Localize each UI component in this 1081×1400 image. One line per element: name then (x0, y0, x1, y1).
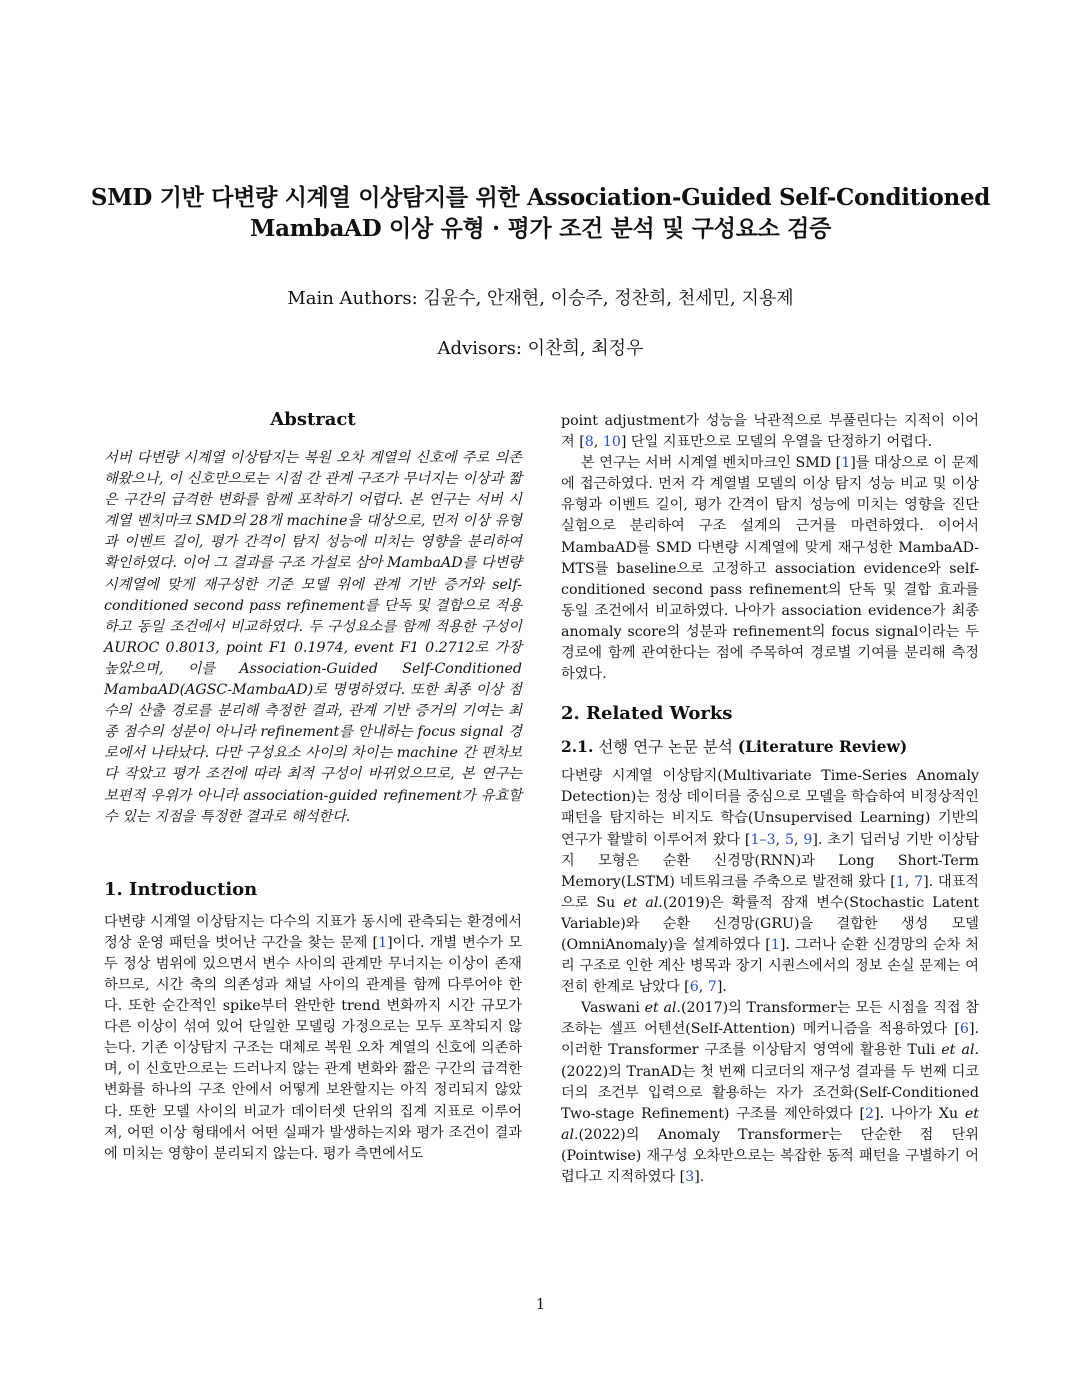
page-number: 1 (535, 1295, 546, 1313)
citation-link[interactable]: 7 (914, 873, 924, 890)
body-text: ]. 대표적으로 Su (561, 873, 979, 911)
advisors: Advisors: 이찬희, 최정우 (437, 338, 644, 359)
citation-link[interactable]: 1 (895, 873, 905, 890)
citation-link[interactable]: 3 (685, 1169, 695, 1185)
introduction-paragraph (104, 912, 522, 1165)
citation-link[interactable]: 2 (865, 1105, 875, 1122)
right-column (561, 411, 979, 1188)
body-text: 본 연구는 서버 시계열 벤치마크인 SMD [ (581, 455, 842, 472)
continued-paragraph: point adjustment가 성능을 낙관적으로 부풀린다는 지적이 이어져 [8, 10] 단일 지표만으로 모델의 우열을 단정하기 어렵다. (561, 413, 979, 451)
body-text: (2017)의 Transformer는 모든 시점을 직접 참조하는 셀프 어텐션(Self-Attention) 메커니즘을 적용하였다 [ (561, 1000, 979, 1038)
citation-link[interactable]: 1 (841, 455, 851, 472)
citation-link[interactable]: 5 (784, 831, 795, 848)
body-text: Vaswani (581, 1000, 645, 1017)
body-text: (2019)은 확률적 잠재 변수(Stochastic Latent Variable)와 순환 신경망(GRU)을 결합한 생성 모델(OmniAnomaly)을 설계하였다 [ (561, 894, 979, 953)
introduction-heading: 1. Introduction (104, 878, 258, 900)
body-text: (2022)의 TranAD는 첫 번째 디코더의 재구성 결과를 두 번째 디코더의 조건부 입력으로 활용하는 자가 조건화(Self-Conditioned Two-stage Refinement) 구조를 제안하였다 [ (561, 1063, 979, 1122)
abstract-text: 서버 다변량 시계열 이상탐지는 복원 오차 계열의 신호에 주로 의존해왔으나, 이 신호만으로는 시점 간 관계 구조가 무너지는 이상과 짧은 구간의 급격한 변화를 함께 포착하기 어렵다. 본 연구는 서버 시계열 벤치마크 SMD의 28개 machine을 대상으로, 먼저 이상 유형과 이벤트 길이, 평가 간격이 탐지 성능에 미치는 영향을 분리하여 확인하였다. 이어 그 결과를 구조 가설로 삼아 MambaAD를 다변량 시계열에 맞게 재구성한 기준 모델 위에 관계 기반 증거와 self-conditioned second pass refinement를 단독 및 결합으로 적용하고 동일 조건에서 비교하였다. 두 구성요소를 함께 적용한 구성이 AUROC 0.8013, point F1 0.1974, event F1 0.2712로 가장 높았으며, 이를 Association-Guided Self-Conditioned MambaAD(AGSC-MambaAD)로 명명하였다. 또한 최종 이상 점수의 산출 경로를 분리해 측정한 결과, 관계 기반 증거의 기여는 최종 점수의 성분이 아니라 refinement를 안내하는 focus signal 경로에서 나타났다. 다만 구성요소 사이의 차이는 machine 간 편차보다 작았고 평가 조건에 따라 최적 구성이 바뀌었으므로, 본 연구는 보편적 우위가 아니라 association-guided refinement가 유효할 수 있는 지점을 특정한 결과로 해석한다. (104, 450, 522, 825)
body-text: ] 단일 지표만으로 모델의 우열을 단정하기 어렵다. (620, 434, 933, 451)
citation-link[interactable]: 9 (803, 831, 813, 848)
literature-review-subheading (561, 736, 979, 758)
body-text: ]를 대상으로 이 문제에 접근하였다. 먼저 각 계열별 모델의 이상 탐지 성능 비교 및 이상 유형과 이벤트 길이, 평가 간격이 탐지 성능에 미치는 영향을 진단 실험으로 분리하여 구조 설계의 근거를 마련하였다. 이어서 MambaAD를 SMD 다변량 시계열에 맞게 재구성한 MambaAD-MTS를 baseline으로 고정하고 association evidence와 self-conditioned second pass refinement의 단독 및 결합 효과를 동일 조건에서 비교하였다. 나아가 association evidence가 최종 anomaly score의 성분과 refinement의 focus signal이라는 두 경로에 함께 관여한다는 점에 주목하여 경로별 기여를 분리해 측정하였다. (561, 455, 979, 683)
left-column (104, 408, 522, 1165)
citation-link[interactable]: 7 (707, 979, 717, 996)
body-text: ]. (716, 979, 727, 996)
main-authors: Main Authors: 김윤수, 안재현, 이승주, 정찬희, 천세민, 지용제 (287, 288, 794, 309)
body-text: ]. (694, 1169, 705, 1185)
paper-title (60, 182, 1021, 244)
et-al: et al. (644, 1000, 681, 1017)
subsection-number: 2.1. (561, 737, 594, 757)
citation-link[interactable]: 6 (959, 1021, 969, 1038)
et-al: et al. (561, 1105, 979, 1143)
abstract-heading: Abstract (270, 409, 356, 430)
body-text: point adjustment가 성능을 낙관적으로 부풀린다는 지적이 이어져 [ (561, 413, 979, 451)
body-text: ]. 그러나 순환 신경망의 순차 처리 구조로 인한 계산 병목과 장기 시퀀스에서의 정보 손실 문제는 여전히 한계로 남았다 [ (561, 936, 979, 996)
citation-link[interactable]: 8 (584, 434, 594, 451)
body-text: 다변량 시계열 이상탐지(Multivariate Time-Series Anomaly Detection)는 정상 데이터를 중심으로 모델을 학습하여 비정상적인 패턴을 탐지하는 비지도 학습(Unsupervised Learning) 기반의 연구가 활발히 이루어져 왔다 [ (561, 768, 979, 848)
literature-paragraph-1: 다변량 시계열 이상탐지(Multivariate Time-Series Anomaly Detection)는 정상 데이터를 중심으로 모델을 학습하여 비정상적인 패턴을 탐지하는 비지도 학습(Unsupervised Learning) 기반의 연구가 활발히 이루어져 왔다 [1–3, 5, 9]. 초기 딥러닝 기반 이상탐지 모형은 순환 신경망(RNN)과 Long Short-Term Memory(LSTM) 네트워크를 주축으로 발전해 왔다 [1, 7]. 대표적으로 Su et al.(2019)은 확률적 잠재 변수(Stochastic Latent Variable)와 순환 신경망(GRU)을 결합한 생성 모델(OmniAnomaly)을 설계하였다 [1]. 그러나 순환 신경망의 순차 처리 구조로 인한 계산 병목과 장기 시퀀스에서의 정보 손실 문제는 여전히 한계로 남았다 [6, 7]. (561, 768, 979, 996)
citation-link[interactable]: 1–3 (750, 831, 776, 848)
subsection-title-ko: 선행 연구 논문 분석 (598, 738, 733, 757)
related-works-heading: 2. Related Works (561, 703, 733, 725)
body-text: ]. 이러한 Transformer 구조를 이상탐지 영역에 활용한 Tuli (561, 1021, 979, 1059)
study-overview-paragraph (561, 453, 979, 685)
et-al: et al. (623, 894, 663, 911)
intro-text: ]이다. 개별 변수가 모두 정상 범위에 있으면서 변수 사이의 관계만 무너지는 이상이 존재하므로, 시간 축의 의존성과 채널 사이의 관계를 함께 다루어야 한다. 또한 순간적인 spike부터 완만한 trend 변화까지 시간 규모가 다른 이상이 섞여 있어 단일한 모델링 가정으로는 모두 포착되지 않는다. 기존 이상탐지 구조는 대체로 복원 오차 계열의 신호에 의존하며, 이 신호만으로는 드러나지 않는 관계 변화와 짧은 구간의 급격한 변화를 하나의 구조 안에서 어떻게 보완할지는 아직 정리되지 않았다. 또한 모델 사이의 비교가 데이터셋 단위의 집계 지표로 이루어져, 어떤 이상 형태에서 어떤 실패가 발생하는지와 평가 조건이 결과에 미치는 영향이 분리되지 않는다. 평가 측면에서도 (104, 934, 523, 1162)
citation-link[interactable]: 10 (602, 434, 621, 451)
title-line-1: SMD 기반 다변량 시계열 이상탐지를 위한 Association-Guided Self-Conditioned (90, 184, 991, 211)
body-text: (2022)의 Anomaly Transformer는 단순한 점 단위(Pointwise) 재구성 오차만으로는 복잡한 동적 패턴을 구별하기 어렵다고 지적하였다 [ (561, 1126, 979, 1185)
et-al: et al. (941, 1042, 979, 1059)
citation-link[interactable]: 6 (689, 979, 699, 996)
body-text: ]. 초기 딥러닝 기반 이상탐지 모형은 순환 신경망(RNN)과 Long Short-Term Memory(LSTM) 네트워크를 주축으로 발전해 왔다 [ (561, 831, 979, 890)
citation-link[interactable]: 1 (770, 936, 780, 953)
subsection-title-en: (Literature Review) (737, 737, 908, 757)
intro-text: 다변량 시계열 이상탐지는 다수의 지표가 동시에 관측되는 환경에서 정상 운영 패턴을 벗어난 구간을 찾는 문제 [ (104, 913, 522, 951)
body-text: ]. 나아가 Xu (874, 1105, 965, 1122)
citation-link[interactable]: 1 (378, 934, 388, 951)
literature-paragraph-2 (561, 998, 979, 1188)
title-line-2: MambaAD 이상 유형 · 평가 조건 분석 및 구성요소 검증 (249, 215, 832, 242)
